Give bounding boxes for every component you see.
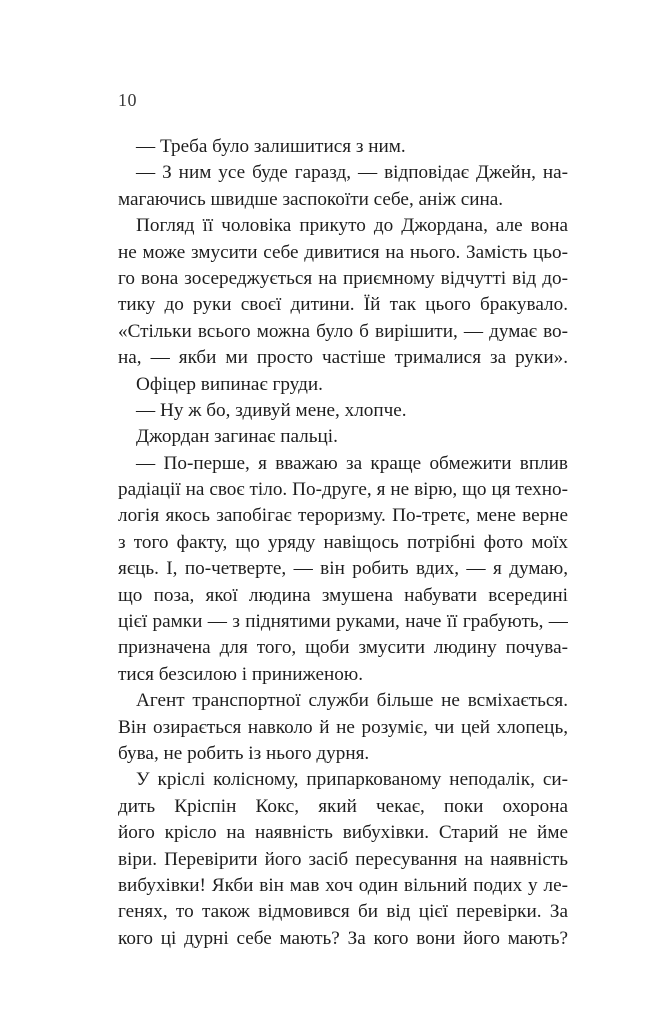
text-line: вибухівки! Якби він мав хоч один вільний подих у ле-: [118, 874, 568, 896]
text-line: «Стільки всього можна було б вирішити, — думає во-: [118, 320, 568, 342]
text-line: — Ну ж бо, здивуй мене, хлопче.: [136, 399, 407, 421]
text-line: на, — якби ми просто частіше трималися за руки».: [118, 347, 568, 369]
text-line: його крісло на наявність вибухівки. Старий не йме: [118, 822, 568, 844]
text-line: Погляд її чоловіка прикуто до Джордана, але вона: [136, 215, 568, 237]
text-line: не може змусити себе дивитися на нього. Замість цьо-: [118, 241, 568, 263]
text-line: яєць. І, по-четверте, — він робить вдих, — я думаю,: [118, 558, 568, 580]
text-line: Офіцер випинає груди.: [136, 373, 323, 395]
text-line: Агент транспортної служби більше не всміхається.: [136, 690, 568, 712]
text-line: — З ним усе буде гаразд, — відповідає Джейн, на-: [136, 162, 568, 184]
text-line: — Треба було залишитися з ним.: [136, 136, 406, 157]
text-line: дить Кріспін Кокс, який чекає, поки охорона: [118, 795, 568, 817]
text-line: радіації на своє тіло. По-друге, я не вірю, що ця техно-: [118, 479, 568, 501]
page-number: 10: [118, 90, 137, 110]
text-line: призначена для того, щоби змусити людину почува-: [118, 637, 568, 659]
text-line: цієї рамки — з піднятими руками, наче її грабують, —: [118, 611, 568, 633]
text-line: магаючись швидше заспокоїти себе, аніж сина.: [118, 188, 504, 210]
text-line: Він озирається навколо й не розуміє, чи цей хлопець,: [118, 716, 568, 738]
text-line: бува, не робить із нього дурня.: [118, 742, 370, 764]
text-line: го вона зосереджується на приємному відчутті від до-: [118, 267, 568, 289]
text-line: Джордан загинає пальці.: [136, 426, 338, 448]
text-line: — По-перше, я вважаю за краще обмежити вплив: [136, 452, 568, 474]
text-line: У кріслі колісному, припаркованому неподалік, си-: [136, 769, 568, 791]
text-line: логія якось запобігає тероризму. По-третє, мене верне: [118, 505, 568, 527]
text-line: що поза, якої людина змушена набувати всередині: [118, 584, 568, 606]
text-line: тику до руки своєї дитини. Їй так цього бракувало.: [118, 294, 568, 316]
text-line: віри. Перевірити його засіб пересування на наявність: [118, 848, 568, 870]
body-text: [118, 134, 568, 952]
text-line: генях, то також відмовився би від цієї перевірки. За: [118, 901, 568, 923]
text-line: з того факту, що уряду навіщось потрібні фото моїх: [118, 531, 568, 553]
text-line: тися безсилою і приниженою.: [118, 663, 364, 685]
text-line: кого ці дурні себе мають? За кого вони його мають?: [118, 927, 568, 949]
